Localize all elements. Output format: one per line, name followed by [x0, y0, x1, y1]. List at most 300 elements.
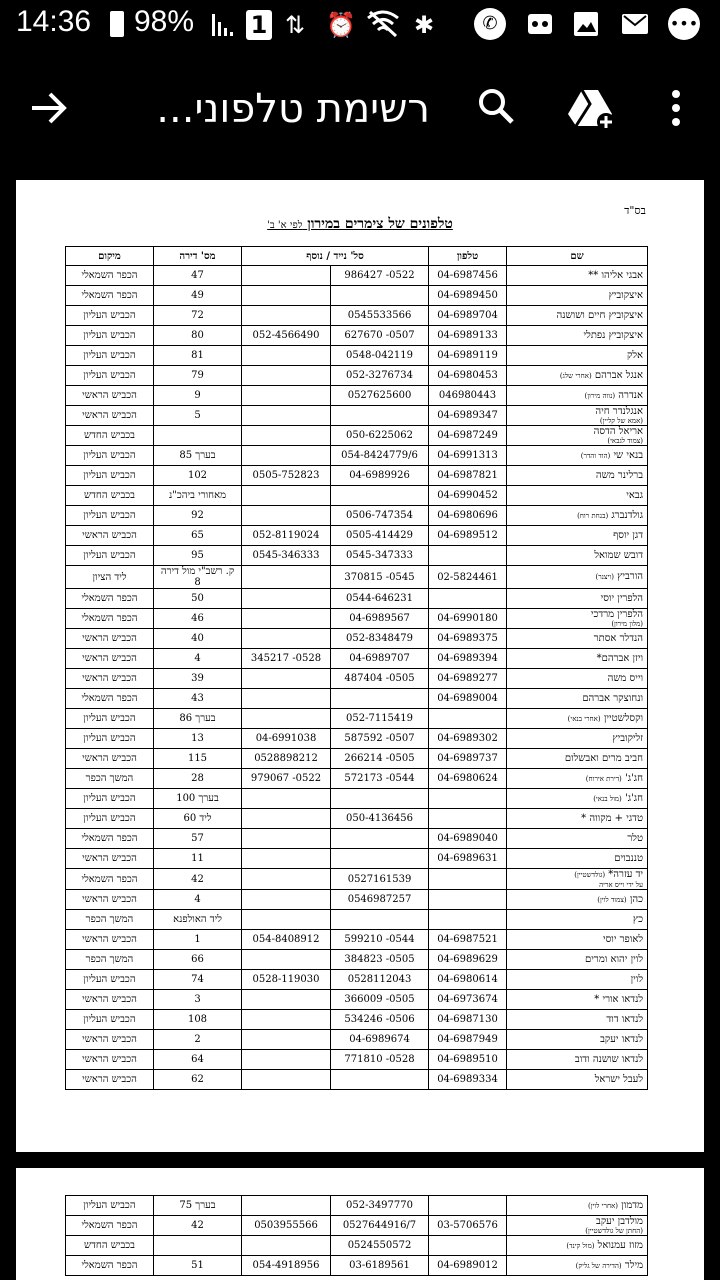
cell-name-text: הלפרין מרדכי [590, 609, 644, 620]
cell-name-text: דובש שמואל [594, 550, 644, 561]
table-row [66, 526, 648, 546]
cell-location-text: הכביש הראשי [82, 673, 137, 684]
cell-mobile [331, 506, 429, 526]
cell-name-text: בנאי שי [613, 449, 644, 461]
cell-mobile-text: 0544-646231 [346, 593, 414, 604]
cell-location [66, 589, 154, 609]
phone-icon: ✆ [474, 8, 506, 40]
cell-location [66, 649, 154, 669]
table-row [66, 1030, 648, 1050]
header-name: שם [507, 247, 648, 266]
cell-location-text: הכביש העליון [83, 1200, 136, 1211]
cell-phone [429, 869, 507, 890]
cell-extra-text: 0528- 345217 [250, 653, 322, 664]
cell-name [507, 486, 648, 506]
cell-apartment [154, 466, 242, 486]
cell-extra [242, 1196, 331, 1216]
table-row [66, 1010, 648, 1030]
cell-name-text: ויזן אברהם* [596, 653, 644, 664]
battery-percent: 98% [134, 5, 195, 38]
cell-phone-text: 04-6987949 [437, 1034, 498, 1045]
cell-name [507, 669, 648, 689]
cell-location [66, 749, 154, 769]
cell-location [66, 809, 154, 829]
cell-apartment-text: 102 [187, 470, 208, 481]
cell-location-text: הכביש הראשי [82, 894, 137, 905]
cell-location-text: הכביש הראשי [82, 410, 137, 421]
cell-apartment [154, 749, 242, 769]
cell-phone [429, 589, 507, 609]
cell-name [507, 1050, 648, 1070]
cell-phone [429, 890, 507, 910]
phone-table-continued [65, 1195, 648, 1276]
cell-apartment [154, 366, 242, 386]
table-row [66, 930, 648, 950]
cell-phone [429, 406, 507, 426]
cell-mobile-text: 052-7115419 [346, 713, 414, 724]
cell-apartment-text: 92 [191, 510, 204, 521]
table-row [66, 466, 648, 486]
cell-name-note: (בנחת רוח) [577, 511, 609, 520]
cell-phone-text: 04-6989394 [437, 653, 498, 664]
cell-name [507, 546, 648, 566]
cell-phone-text: 04-6989737 [437, 753, 498, 764]
cell-extra [242, 869, 331, 890]
cell-apartment [154, 649, 242, 669]
cell-mobile [331, 1030, 429, 1050]
bsd-mark: בס"ד [624, 204, 646, 217]
cell-name-text: ונחוצקר אברהם [582, 693, 644, 704]
cell-apartment [154, 346, 242, 366]
cell-extra [242, 1010, 331, 1030]
cell-extra [242, 809, 331, 829]
cell-phone [429, 506, 507, 526]
cell-name-subnote: (מלון מירון) [611, 620, 644, 628]
cell-name [507, 266, 648, 286]
cell-extra-text: 0505-752823 [252, 470, 320, 481]
table-row [66, 326, 648, 346]
cell-name-subnote: (החתן של גולדשטיין) [585, 1227, 643, 1235]
cell-extra [242, 1030, 331, 1050]
cell-location [66, 709, 154, 729]
cell-name-note: (גולדשטיין) [574, 871, 606, 879]
cell-location-text: הכביש הראשי [82, 390, 137, 401]
cell-location-text: הכביש העליון [83, 550, 136, 561]
cell-name [507, 629, 648, 649]
back-arrow-icon[interactable] [20, 80, 76, 136]
cell-mobile [331, 649, 429, 669]
cell-location-text: הכפר השמאלי [81, 833, 138, 844]
cell-phone-text: 04-6989012 [437, 1260, 498, 1271]
cell-name-note: (מול קינד) [566, 1241, 595, 1250]
cell-mobile [331, 306, 429, 326]
cell-extra [242, 990, 331, 1010]
cell-mobile-text: 0505-414429 [346, 530, 414, 541]
cell-name [507, 386, 648, 406]
cell-phone [429, 366, 507, 386]
cell-phone [429, 1236, 507, 1256]
cell-extra [242, 649, 331, 669]
cell-apartment [154, 689, 242, 709]
cell-mobile [331, 689, 429, 709]
cell-name [507, 829, 648, 849]
cell-phone-text: 04-6987821 [437, 470, 498, 481]
cell-location [66, 426, 154, 446]
cell-mobile-text: 0545-347333 [346, 550, 414, 561]
cell-apartment [154, 769, 242, 789]
cell-apartment [154, 506, 242, 526]
cell-location-text: המשך הכפר [85, 914, 134, 925]
cell-location [66, 446, 154, 466]
cell-location-text: הכפר השמאלי [81, 613, 138, 624]
cell-apartment [154, 546, 242, 566]
cell-name [507, 970, 648, 990]
cell-location [66, 266, 154, 286]
cell-location-text: הכפר השמאלי [81, 873, 138, 885]
cell-apartment [154, 930, 242, 950]
table-row [66, 546, 648, 566]
cell-name-note: (צמוד לוין) [597, 895, 627, 904]
add-to-drive-icon[interactable] [562, 80, 618, 136]
cell-phone-text: 04-6989119 [437, 350, 498, 361]
cell-mobile [331, 546, 429, 566]
cell-location-text: הכביש הראשי [82, 853, 137, 864]
cell-phone [429, 486, 507, 506]
cell-location [66, 609, 154, 629]
cell-extra-text: 052-4566490 [252, 330, 320, 341]
cell-mobile-text: 0545- 370815 [344, 571, 415, 583]
cell-mobile-text: 0524550572 [347, 1240, 412, 1251]
document-title-note: לפי א' ב' [267, 220, 303, 231]
cell-name [507, 426, 648, 446]
cell-location-text: הכביש העליון [83, 1014, 136, 1025]
cell-mobile-text: 0522- 986427 [344, 270, 415, 281]
table-row [66, 486, 648, 506]
cell-location-text: הכפר השמאלי [81, 1260, 138, 1271]
cell-name-text: איצקוביץ נפתלי [583, 330, 644, 341]
cell-phone-text: 02-5824461 [437, 571, 498, 583]
cell-apartment [154, 910, 242, 930]
cell-apartment [154, 829, 242, 849]
cell-name [507, 1216, 648, 1236]
cell-extra [242, 629, 331, 649]
cell-phone-text: 03-5706576 [437, 1220, 498, 1231]
cell-location [66, 286, 154, 306]
cell-apartment-text: 46 [191, 613, 204, 624]
cell-apartment [154, 709, 242, 729]
cell-name-text: גבאי [626, 490, 644, 501]
cell-apartment-text: 74 [191, 974, 204, 985]
cell-phone [429, 426, 507, 446]
cell-apartment [154, 426, 242, 446]
gallery-icon [572, 10, 602, 45]
cell-mobile [331, 346, 429, 366]
cell-extra [242, 566, 331, 589]
cell-extra [242, 930, 331, 950]
cell-mobile [331, 589, 429, 609]
mail-icon [620, 10, 650, 45]
table-row [66, 649, 648, 669]
cell-mobile-text: 0527625600 [347, 390, 412, 401]
cell-name-note: (מול בנאי) [593, 794, 622, 803]
cell-phone [429, 446, 507, 466]
table-row [66, 689, 648, 709]
cell-phone [429, 566, 507, 589]
cell-location [66, 506, 154, 526]
sim-icon: 1 [246, 10, 272, 40]
cell-apartment-text: 79 [191, 370, 204, 381]
cell-extra [242, 1216, 331, 1236]
cell-apartment [154, 669, 242, 689]
cell-apartment-text: 28 [191, 773, 204, 784]
cell-mobile [331, 1236, 429, 1256]
cell-location-text: הכפר השמאלי [81, 270, 138, 281]
cell-name-text: אנדרה [618, 389, 644, 401]
cell-mobile [331, 286, 429, 306]
cell-phone [429, 930, 507, 950]
cell-mobile [331, 970, 429, 990]
cell-location-text: הכביש העליון [83, 793, 136, 804]
cell-name [507, 446, 648, 466]
cell-mobile-text: 0546987257 [347, 894, 412, 905]
cell-location [66, 689, 154, 709]
table-row [66, 346, 648, 366]
cell-apartment-text: 108 [187, 1014, 208, 1025]
cell-mobile-text: 03-6189561 [349, 1260, 410, 1271]
cell-location [66, 1050, 154, 1070]
cell-location [66, 669, 154, 689]
cell-name [507, 709, 648, 729]
cell-extra [242, 1050, 331, 1070]
cell-mobile-text: 0505- 366009 [344, 994, 415, 1005]
table-row [66, 1050, 648, 1070]
cell-apartment [154, 1050, 242, 1070]
cell-location [66, 729, 154, 749]
cell-location-text: הכביש העליון [83, 713, 136, 724]
cell-phone [429, 466, 507, 486]
battery-icon [110, 11, 124, 37]
cell-location [66, 526, 154, 546]
cell-location [66, 829, 154, 849]
header-phone: טלפון [429, 247, 507, 266]
cell-name-text: לנדאו שושנה ודוב [574, 1054, 644, 1065]
cell-apartment-text: 42 [191, 1220, 204, 1231]
cell-extra [242, 426, 331, 446]
cell-mobile [331, 609, 429, 629]
cell-extra [242, 286, 331, 306]
table-row [66, 849, 648, 869]
cell-phone [429, 970, 507, 990]
cell-phone [429, 950, 507, 970]
cell-name [507, 769, 648, 789]
cell-phone [429, 1216, 507, 1236]
cell-location-text: הכפר השמאלי [81, 693, 138, 704]
app-bar [0, 50, 720, 180]
cell-extra [242, 749, 331, 769]
cell-location-text: הכביש העליון [83, 813, 136, 824]
cell-name [507, 326, 648, 346]
cell-name-text: מזוז עמנואל [597, 1239, 643, 1251]
cell-extra [242, 466, 331, 486]
cell-apartment [154, 526, 242, 546]
cell-apartment [154, 566, 242, 589]
cell-phone [429, 326, 507, 346]
table-row [66, 1196, 648, 1216]
cell-extra [242, 970, 331, 990]
cell-phone [429, 910, 507, 930]
more-notifications-icon: ••• [668, 8, 700, 40]
cell-extra-text: 054-8408912 [252, 934, 320, 945]
cell-phone [429, 709, 507, 729]
cell-location-text: הכביש הראשי [82, 1034, 137, 1045]
cell-location-text: בכביש החדש [84, 1240, 135, 1251]
page-title: רשימת טלפוני... [156, 86, 430, 132]
cell-name-text: טננבוים [614, 853, 644, 864]
cell-mobile-text: 054-8424779/6 [341, 450, 418, 461]
cell-phone [429, 749, 507, 769]
cell-mobile [331, 890, 429, 910]
cell-mobile [331, 809, 429, 829]
cell-location-text: המשך הכפר [85, 773, 134, 784]
cell-extra [242, 326, 331, 346]
data-transfer-icon: ⇅ [284, 11, 306, 39]
cell-mobile-text: 0505- 384823 [344, 954, 415, 965]
search-icon[interactable] [468, 80, 524, 136]
cell-location [66, 486, 154, 506]
cell-mobile-text: 0528- 771810 [344, 1054, 415, 1065]
cell-mobile [331, 466, 429, 486]
cell-phone [429, 1030, 507, 1050]
table-row [66, 829, 648, 849]
cell-name-text: זליקוביץ [612, 733, 644, 744]
cell-name-note: (אחרי שלג) [559, 371, 592, 380]
cell-phone-text: 04-6989004 [437, 693, 498, 704]
cell-extra [242, 366, 331, 386]
cell-extra [242, 829, 331, 849]
cell-location-text: הכביש העליון [83, 350, 136, 361]
cell-apartment-text: 62 [191, 1074, 204, 1085]
cell-phone-text: 04-6989629 [437, 954, 498, 965]
cell-apartment-text: 42 [191, 873, 204, 885]
cell-mobile-text: 0545533566 [347, 310, 412, 321]
cell-name [507, 869, 648, 890]
table-row [66, 589, 648, 609]
cell-name-note: (הוד והדר) [580, 451, 611, 460]
cell-location-text: הכביש הראשי [82, 753, 137, 764]
cell-name-text: לאופר יוסי [602, 934, 644, 945]
table-row [66, 366, 648, 386]
cell-location [66, 466, 154, 486]
cell-apartment [154, 890, 242, 910]
cell-name-text: מולדבן יעקב [596, 1216, 643, 1227]
cell-mobile [331, 1010, 429, 1030]
more-options-icon[interactable] [648, 80, 704, 136]
cell-apartment-text: 66 [191, 954, 204, 965]
cell-extra [242, 506, 331, 526]
cell-apartment-text: בערך 100 [176, 793, 219, 804]
cell-mobile [331, 930, 429, 950]
cell-name-text: מילר [624, 1259, 643, 1271]
cell-location [66, 629, 154, 649]
cell-extra [242, 689, 331, 709]
cell-apartment [154, 1030, 242, 1050]
cell-name-text: אנגלנדר חיה [595, 406, 644, 417]
cell-phone-text: 04-6973674 [437, 994, 498, 1005]
cell-location [66, 1256, 154, 1276]
cell-phone-text: 04-6989347 [437, 410, 498, 421]
cell-name-text: ברלינר משה [595, 470, 644, 481]
cell-extra [242, 406, 331, 426]
cell-location-text: הכביש הראשי [82, 653, 137, 664]
cell-apartment-text: 80 [191, 330, 204, 341]
cell-location-text: הכביש הראשי [82, 1054, 137, 1065]
cell-location [66, 1196, 154, 1216]
cell-apartment [154, 266, 242, 286]
cell-apartment-text: 39 [191, 673, 204, 684]
cell-phone [429, 789, 507, 809]
cell-mobile [331, 669, 429, 689]
cell-phone-text: 04-6989133 [437, 330, 498, 341]
cell-name [507, 890, 648, 910]
cell-mobile-text: 04-6989707 [349, 653, 410, 664]
cell-mobile-text: 0544- 599210 [344, 934, 415, 945]
cell-apartment-text: 9 [194, 390, 201, 401]
cell-name [507, 346, 648, 366]
cell-extra [242, 890, 331, 910]
cell-mobile-text: 0505- 487404 [344, 673, 415, 684]
cell-location-text: הכפר השמאלי [81, 1220, 138, 1231]
cell-extra [242, 306, 331, 326]
status-time: 14:36 [16, 5, 92, 38]
cell-name [507, 526, 648, 546]
cell-mobile [331, 566, 429, 589]
cell-mobile-text: 052-3497770 [345, 1200, 413, 1211]
cell-apartment-text: 57 [191, 833, 204, 844]
table-row [66, 749, 648, 769]
cell-phone-text: 04-6980614 [437, 974, 498, 985]
cell-name [507, 729, 648, 749]
cell-mobile-text: 0505- 266214 [344, 753, 415, 764]
cell-apartment-text: בערך 75 [179, 1200, 216, 1211]
cell-name-text: הנדלר אסתר [593, 633, 644, 644]
wifi-off-icon [366, 10, 400, 45]
cell-apartment-text: 51 [191, 1260, 204, 1271]
cell-extra [242, 729, 331, 749]
cell-phone [429, 1070, 507, 1090]
cell-name-text: יד עזרה* [608, 869, 644, 880]
table-row [66, 1236, 648, 1256]
cell-extra-text: 0528898212 [254, 753, 318, 764]
table-row [66, 506, 648, 526]
cell-phone [429, 1256, 507, 1276]
cell-mobile [331, 1256, 429, 1276]
cell-mobile-text: 052-8348479 [346, 633, 414, 644]
cell-apartment-text: 4 [194, 653, 201, 664]
cell-name [507, 1070, 648, 1090]
cell-extra [242, 910, 331, 930]
cell-name [507, 589, 648, 609]
cell-name [507, 286, 648, 306]
cell-location [66, 566, 154, 589]
cell-location [66, 546, 154, 566]
cell-phone-text: 04-6990452 [437, 490, 498, 501]
cell-name [507, 1010, 648, 1030]
alarm-icon: ⏰ [326, 11, 356, 39]
cell-apartment [154, 729, 242, 749]
cell-apartment [154, 849, 242, 869]
cell-mobile [331, 1196, 429, 1216]
cell-apartment-text: 3 [194, 994, 201, 1005]
